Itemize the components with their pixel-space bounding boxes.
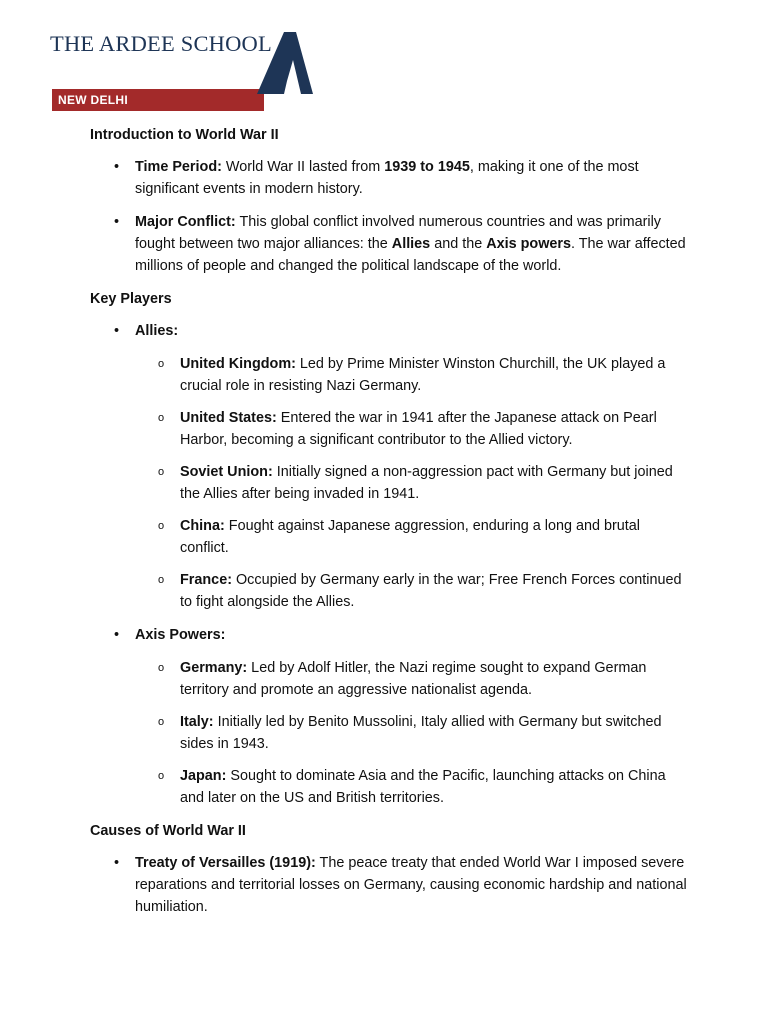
item-text: This global conflict involved numerous countries and was primarily fought between two major alliances: the (135, 214, 661, 252)
item-label: Major Conflict: (135, 214, 236, 230)
country-name: Japan: (180, 768, 227, 784)
country-text: Initially signed a non-aggression pact with Germany but joined the Allies after being invaded in 1941. (180, 464, 673, 502)
country-name: China: (180, 518, 225, 534)
key-players-heading: Key Players (90, 291, 172, 307)
country-text: Initially led by Benito Mussolini, Italy allied with Germany but switched sides in 1943. (180, 714, 662, 752)
item-text: and the (430, 236, 487, 252)
item-text: The peace treaty that ended World War I imposed severe reparations and territorial losses on Germany, causing economic hardship and national humiliation. (135, 855, 687, 915)
school-name: THE ARDEE SCHOOL (50, 31, 272, 56)
list-item-time-period (90, 156, 690, 200)
list-item-major-conflict (90, 211, 690, 277)
causes-list (90, 852, 690, 918)
school-location: NEW DELHI (58, 93, 129, 107)
intro-heading: Introduction to World War II (90, 127, 279, 143)
sublist-item (135, 461, 690, 505)
years-highlight: 1939 to 1945 (384, 159, 470, 175)
axis-highlight: Axis powers (486, 236, 571, 252)
sublist-item (135, 353, 690, 397)
allies-label: Allies: (135, 323, 179, 339)
country-name: Italy: (180, 714, 214, 730)
country-text: Sought to dominate Asia and the Pacific, launching attacks on China and later on the US and British territories. (180, 768, 666, 806)
causes-heading: Causes of World War II (90, 823, 246, 839)
country-name: United States: (180, 410, 277, 426)
key-players-list (90, 320, 690, 809)
sublist-item (135, 515, 690, 559)
sublist-item (135, 765, 690, 809)
a-logo-icon (257, 32, 313, 94)
location-band (52, 89, 264, 111)
allies-sublist (135, 353, 690, 613)
country-name: United Kingdom: (180, 356, 296, 372)
list-item-treaty (90, 852, 690, 918)
country-name: France: (180, 572, 232, 588)
country-text: Occupied by Germany early in the war; Free French Forces continued to fight alongside the Allies. (180, 572, 682, 610)
country-name: Germany: (180, 660, 248, 676)
intro-list (90, 156, 690, 277)
axis-label: Axis Powers: (135, 627, 226, 643)
country-text: Fought against Japanese aggression, enduring a long and brutal conflict. (180, 518, 641, 556)
axis-sublist (135, 657, 690, 809)
allies-highlight: Allies (391, 236, 431, 252)
item-label: Treaty of Versailles (1919): (135, 855, 316, 871)
country-text: Led by Adolf Hitler, the Nazi regime sought to expand German territory and promote an aggressive nationalist agenda. (180, 660, 647, 698)
item-text: . The war affected millions of people and changed the political landscape of the world. (135, 236, 686, 274)
sublist-item (135, 569, 690, 613)
country-text: Entered the war in 1941 after the Japanese attack on Pearl Harbor, becoming a significant contributor to the Allied victory. (180, 410, 657, 448)
document-body (90, 124, 690, 929)
country-text: Led by Prime Minister Winston Churchill, the UK played a crucial role in resisting Nazi Germany. (180, 356, 666, 394)
country-name: Soviet Union: (180, 464, 273, 480)
sublist-item (135, 407, 690, 451)
sublist-item (135, 657, 690, 701)
school-logo (50, 31, 312, 107)
list-item-axis-powers (90, 624, 690, 809)
list-item-allies (90, 320, 690, 613)
item-text: , making it one of the most significant events in modern history. (135, 159, 639, 197)
sublist-item (135, 711, 690, 755)
item-label: Time Period: (135, 159, 222, 175)
item-text: World War II lasted from (221, 159, 385, 175)
